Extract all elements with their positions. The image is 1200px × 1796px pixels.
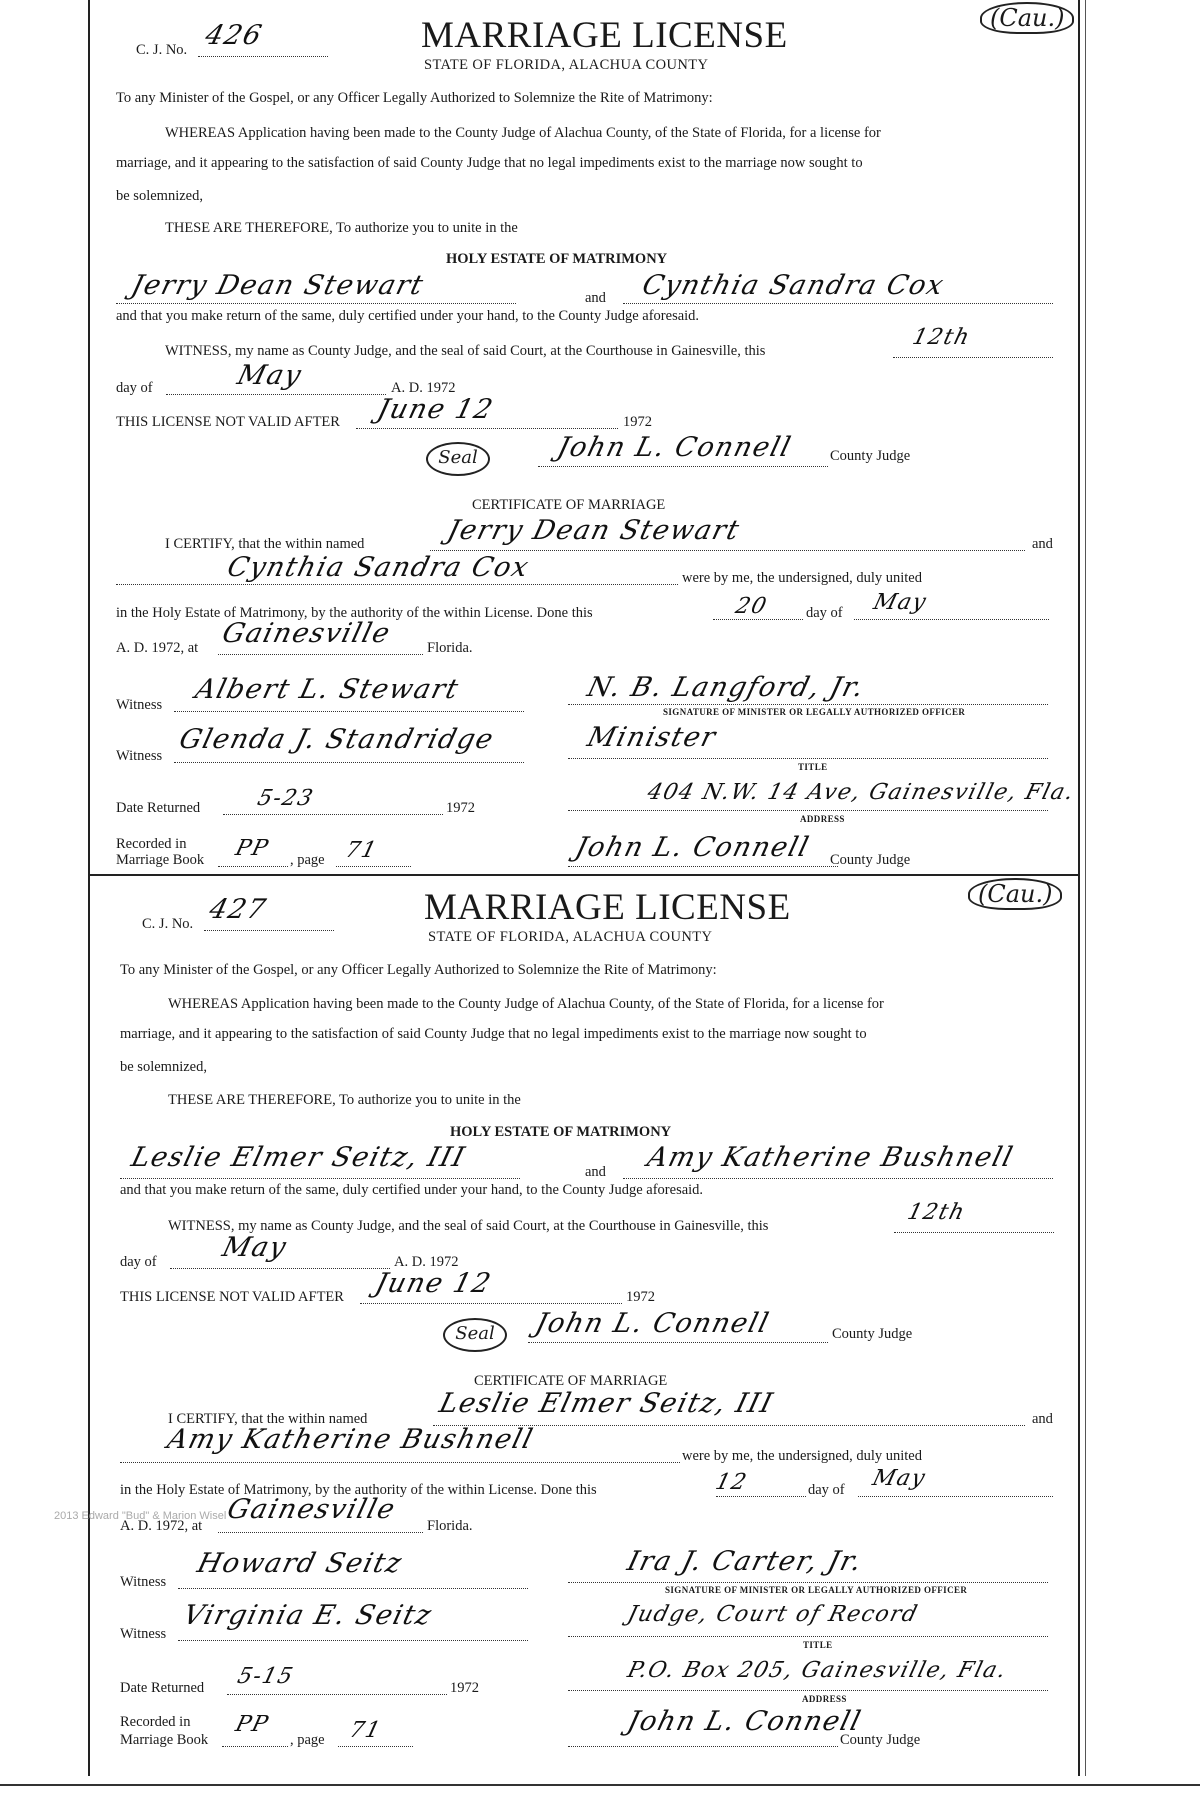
marriage-license-426 <box>88 0 1080 874</box>
corner-note: (Cau.) <box>968 878 1062 910</box>
certificate-title: CERTIFICATE OF MARRIAGE <box>472 497 666 513</box>
groom-name: Jerry Dean Stewart <box>128 270 428 301</box>
witness1-label: Witness <box>120 1574 167 1590</box>
certificate-groom: Jerry Dean Stewart <box>444 515 744 546</box>
therefore-line: THESE ARE THEREFORE, To authorize you to unite in the <box>168 1092 521 1108</box>
not-valid-label: THIS LICENSE NOT VALID AFTER <box>120 1289 344 1305</box>
officer-title: Judge, Court of Record <box>624 1602 922 1627</box>
marriage-line: marriage, and it appearing to the satisfaction of said County Judge that no legal impediments exist to the marriage now sought to <box>120 1026 867 1042</box>
certify-label: I CERTIFY, that the within named <box>168 1411 368 1427</box>
certificate-and: and <box>1032 536 1053 552</box>
certificate-day-of: day of <box>808 1482 845 1498</box>
recording-judge-signature: John L. Connell <box>572 832 813 863</box>
groom-name: Leslie Elmer Seitz, III <box>128 1142 469 1173</box>
returned-year: 1972 <box>450 1680 479 1696</box>
not-valid-date: June 12 <box>372 1268 495 1299</box>
florida-label: Florida. <box>427 1518 473 1534</box>
address-caption: ADDRESS <box>800 814 845 824</box>
title-caption: TITLE <box>798 762 828 772</box>
florida-label: Florida. <box>427 640 473 656</box>
day-of-label: day of <box>116 380 153 396</box>
ad-label: A. D. 1972 <box>391 380 456 396</box>
cj-no-label: C. J. No. <box>136 42 188 58</box>
witness1-signature: Albert L. Stewart <box>192 674 463 705</box>
bride-name: Cynthia Sandra Cox <box>639 270 948 301</box>
certificate-day-of: day of <box>806 605 843 621</box>
witness1-label: Witness <box>116 697 163 713</box>
license-title: MARRIAGE LICENSE <box>421 15 788 56</box>
date-returned-label: Date Returned <box>116 800 201 816</box>
seal-mark: Seal <box>443 1318 507 1352</box>
certificate-bride: Cynthia Sandra Cox <box>224 552 533 583</box>
marriage-book-label: Marriage Book <box>116 852 205 868</box>
recording-judge-label: County Judge <box>830 852 911 868</box>
marriage-line: marriage, and it appearing to the satisfaction of said County Judge that no legal impediments exist to the marriage now sought to <box>116 155 863 171</box>
certificate-month: May <box>869 1466 929 1491</box>
whereas-line: WHEREAS Application having been made to the County Judge of Alachua County, of the State of Florida, for a license for <box>168 996 884 1012</box>
certificate-ad: A. D. 1972, at <box>120 1518 203 1534</box>
license-subtitle: STATE OF FLORIDA, ALACHUA COUNTY <box>428 929 713 945</box>
county-judge-signature: John L. Connell <box>554 432 795 463</box>
cj-no-value: 426 <box>202 20 266 51</box>
date-returned-value: 5-15 <box>234 1664 297 1689</box>
certificate-bride: Amy Katherine Bushnell <box>164 1424 537 1455</box>
certificate-month: May <box>870 590 930 615</box>
certificate-groom: Leslie Elmer Seitz, III <box>436 1388 777 1419</box>
not-valid-year: 1972 <box>626 1289 655 1305</box>
certificate-and: and <box>1032 1411 1053 1427</box>
marriage-book-label: Marriage Book <box>120 1732 209 1748</box>
officer-signature: N. B. Langford, Jr. <box>584 672 869 703</box>
ad-label: A. D. 1972 <box>394 1254 459 1270</box>
bottom-rule <box>0 1784 1200 1786</box>
not-valid-year: 1972 <box>623 414 652 430</box>
therefore-line: THESE ARE THEREFORE, To authorize you to unite in the <box>165 220 518 236</box>
certificate-ad: A. D. 1972, at <box>116 640 199 656</box>
county-judge-label: County Judge <box>830 448 911 464</box>
date-returned-label: Date Returned <box>120 1680 205 1696</box>
witness-line: WITNESS, my name as County Judge, and the seal of said Court, at the Courthouse in Gainesville, this <box>168 1218 769 1234</box>
title-caption: TITLE <box>803 1640 833 1650</box>
witness-day: 12th <box>909 325 974 350</box>
holy-estate-heading: HOLY ESTATE OF MATRIMONY <box>446 251 668 267</box>
bride-name: Amy Katherine Bushnell <box>644 1142 1017 1173</box>
copyright-watermark: 2013 Edward "Bud" & Marion Wisel <box>54 1510 227 1522</box>
return-line: and that you make return of the same, duly certified under your hand, to the County Judge aforesaid. <box>116 308 700 324</box>
month-value: May <box>219 1232 291 1263</box>
witness-day: 12th <box>904 1200 969 1225</box>
holy-estate-line: in the Holy Estate of Matrimony, by the authority of the within License. Done this <box>116 605 593 621</box>
certificate-title: CERTIFICATE OF MARRIAGE <box>474 1373 668 1389</box>
not-valid-label: THIS LICENSE NOT VALID AFTER <box>116 414 340 430</box>
solemnized-line: be solemnized, <box>120 1059 207 1075</box>
page-value: 71 <box>346 1718 385 1743</box>
officer-address: P.O. Box 205, Gainesville, Fla. <box>624 1658 1010 1683</box>
certificate-day: 12 <box>712 1470 751 1495</box>
cj-no-label: C. J. No. <box>142 916 194 932</box>
county-judge-label: County Judge <box>832 1326 913 1342</box>
license-title: MARRIAGE LICENSE <box>424 887 791 928</box>
witness2-label: Witness <box>120 1626 167 1642</box>
month-value: May <box>234 360 306 391</box>
and-word: and <box>585 290 606 306</box>
license-subtitle: STATE OF FLORIDA, ALACHUA COUNTY <box>424 57 709 73</box>
returned-year: 1972 <box>446 800 475 816</box>
recording-judge-label: County Judge <box>840 1732 921 1748</box>
united-label: were by me, the undersigned, duly united <box>682 1448 922 1464</box>
officer-signature: Ira J. Carter, Jr. <box>624 1546 866 1577</box>
solemnized-line: be solemnized, <box>116 188 203 204</box>
certify-label: I CERTIFY, that the within named <box>165 536 365 552</box>
certificate-day: 20 <box>732 594 771 619</box>
witness1-signature: Howard Seitz <box>194 1548 406 1579</box>
corner-note: (Cau.) <box>980 2 1074 34</box>
seal-mark: Seal <box>426 442 490 476</box>
united-label: were by me, the undersigned, duly united <box>682 570 922 586</box>
return-line: and that you make return of the same, duly certified under your hand, to the County Judge aforesaid. <box>120 1182 704 1198</box>
officer-title: Minister <box>584 722 720 753</box>
marriage-book-value: PP <box>232 836 272 861</box>
witness2-signature: Virginia E. Seitz <box>180 1600 436 1631</box>
and-word: and <box>585 1164 606 1180</box>
witness2-signature: Glenda J. Standridge <box>176 724 498 755</box>
certificate-place: Gainesville <box>219 618 395 649</box>
right-border-inner <box>1085 0 1086 1776</box>
marriage-license-427 <box>88 876 1080 1776</box>
page-value: 71 <box>342 838 381 863</box>
officer-caption: SIGNATURE OF MINISTER OR LEGALLY AUTHORIZED OFFICER <box>665 1585 968 1595</box>
county-judge-signature: John L. Connell <box>532 1308 773 1339</box>
officer-caption: SIGNATURE OF MINISTER OR LEGALLY AUTHORIZED OFFICER <box>663 707 966 717</box>
holy-estate-line: in the Holy Estate of Matrimony, by the authority of the within License. Done this <box>120 1482 597 1498</box>
whereas-line: WHEREAS Application having been made to the County Judge of Alachua County, of the State of Florida, for a license for <box>165 125 881 141</box>
not-valid-date: June 12 <box>374 394 497 425</box>
date-returned-value: 5-23 <box>254 786 317 811</box>
address-caption: ADDRESS <box>802 1694 847 1704</box>
page-label: , page <box>290 852 325 868</box>
witness-line: WITNESS, my name as County Judge, and the seal of said Court, at the Courthouse in Gainesville, this <box>165 343 766 359</box>
day-of-label: day of <box>120 1254 157 1270</box>
address-line: To any Minister of the Gospel, or any Officer Legally Authorized to Solemnize the Rite of Matrimony: <box>116 90 713 106</box>
witness2-label: Witness <box>116 748 163 764</box>
officer-address: 404 N.W. 14 Ave, Gainesville, Fla. <box>644 780 1078 805</box>
recording-judge-signature: John L. Connell <box>624 1706 865 1737</box>
page-label: , page <box>290 1732 325 1748</box>
cj-no-value: 427 <box>206 894 270 925</box>
certificate-place: Gainesville <box>224 1494 400 1525</box>
recorded-label: Recorded in <box>116 836 187 852</box>
address-line: To any Minister of the Gospel, or any Officer Legally Authorized to Solemnize the Rite of Matrimony: <box>120 962 717 978</box>
recorded-label: Recorded in <box>120 1714 191 1730</box>
holy-estate-heading: HOLY ESTATE OF MATRIMONY <box>450 1124 672 1140</box>
marriage-book-value: PP <box>232 1712 272 1737</box>
